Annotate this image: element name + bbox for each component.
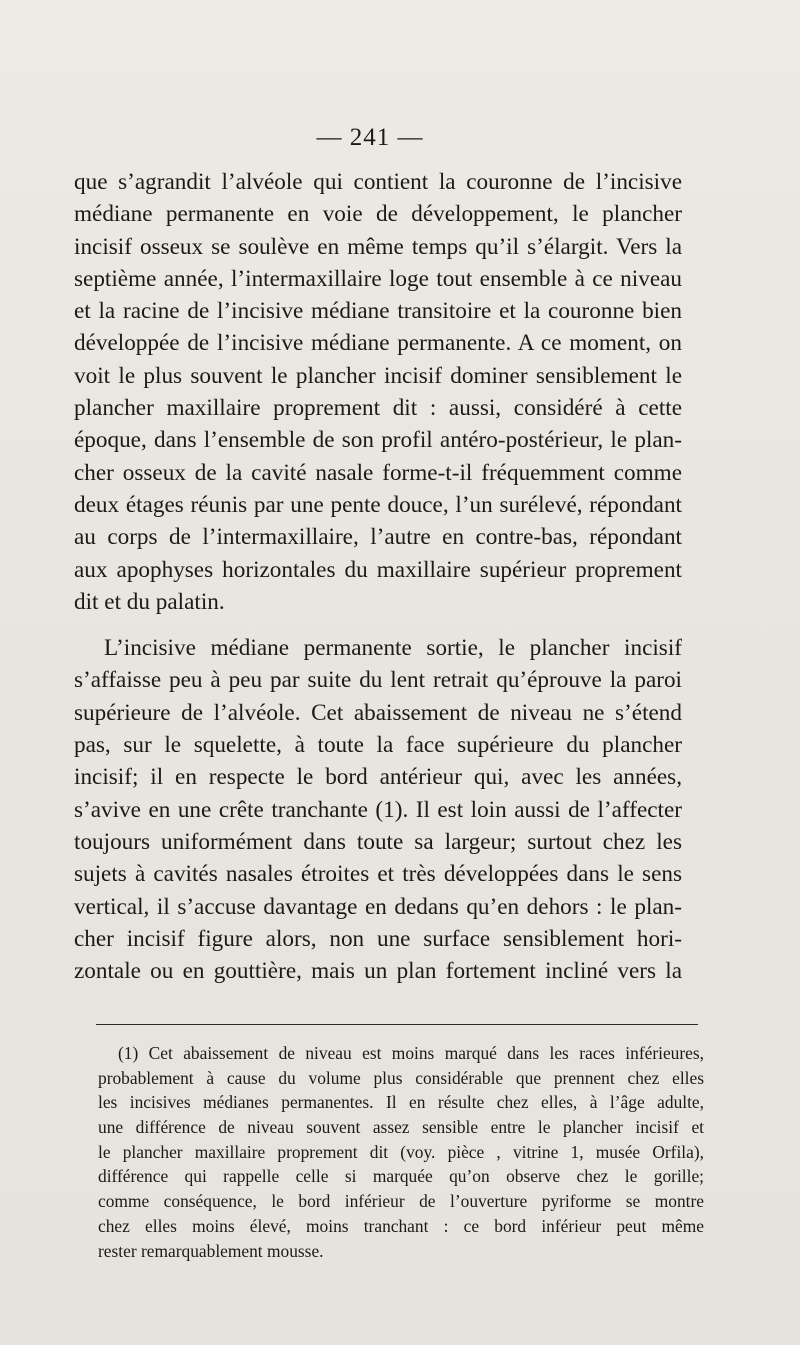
footnote-block (98, 1041, 704, 1263)
text-line: que s’agrandit l’alvéole qui contient la couronne de l’incisive (74, 169, 682, 195)
text-line: L’incisive médiane permanente sortie, le plancher incisif (104, 635, 682, 662)
text-line: dit et du palatin. (74, 588, 225, 615)
text-line: et la racine de l’incisive médiane transitoire et la couronne bien (74, 298, 682, 325)
paragraph-gap (74, 618, 682, 632)
text-line: voit le plus souvent le plancher incisif dominer sensiblement le (74, 362, 682, 389)
text-line: incisif osseux se soulève en même temps qu’il s’élargit. Vers la (74, 233, 682, 260)
footnote-line: le plancher maxillaire proprement dit (voy. pièce , vitrine 1, musée Orfila), (98, 1141, 704, 1162)
text-line: aux apophyses horizontales du maxillaire supérieur proprement (74, 556, 682, 583)
text-line: septième année, l’intermaxillaire loge tout ensemble à ce niveau (74, 265, 682, 292)
text-line: pas, sur le squelette, à toute la face supérieure du plancher (74, 732, 682, 759)
text-line: zontale ou en gouttière, mais un plan fortement incliné vers la (74, 958, 682, 985)
footnote-line: comme conséquence, le bord inférieur de l’ouverture pyriforme se montre (98, 1191, 704, 1212)
footnote-line: rester remarquablement mousse. (98, 1240, 324, 1261)
text-line: deux étages réunis par une pente douce, l’un surélevé, répondant (74, 491, 682, 518)
text-line: s’avive en une crête tranchante (1). Il est loin aussi de l’affecter (74, 796, 682, 823)
footnote-line: les incisives médianes permanentes. Il en résulte chez elles, à l’âge adulte, (98, 1092, 704, 1113)
footnote-line: probablement à cause du volume plus considérable que prennent chez elles (98, 1067, 704, 1088)
text-line: toujours uniformément dans toute sa largeur; surtout chez les (74, 828, 682, 855)
text-line: plancher maxillaire proprement dit : aussi, considéré à cette (74, 395, 682, 422)
footnote-line: différence qui rappelle celle si marquée qu’on observe chez le gorille; (98, 1166, 704, 1187)
main-text (74, 166, 682, 987)
text-line: au corps de l’intermaxillaire, l’autre en contre-bas, répondant (74, 524, 682, 551)
footnote-divider (96, 1024, 698, 1025)
page-number: — 241 — (316, 124, 424, 151)
text-line: développée de l’incisive médiane permanente. A ce moment, on (74, 330, 682, 357)
text-line: sujets à cavités nasales étroites et très développées dans le sens (74, 861, 682, 888)
text-line: incisif; il en respecte le bord antérieur qui, avec les années, (74, 764, 682, 791)
footnote-line: une différence de niveau souvent assez sensible entre le plancher incisif et (98, 1117, 704, 1138)
text-line: époque, dans l’ensemble de son profil antéro-postérieur, le plan- (74, 427, 682, 454)
text-line: vertical, il s’accuse davantage en dedans qu’en dehors : le plan- (74, 893, 682, 920)
footnote-line: (1) Cet abaissement de niveau est moins marqué dans les races inférieures, (118, 1043, 704, 1063)
text-line: cher incisif figure alors, non une surface sensiblement hori- (74, 925, 682, 952)
text-line: supérieure de l’alvéole. Cet abaissement de niveau ne s’étend (74, 699, 682, 726)
text-line: cher osseux de la cavité nasale forme-t-il fréquemment comme (74, 459, 682, 486)
text-line: s’affaisse peu à peu par suite du lent retrait qu’éprouve la paroi (74, 667, 682, 694)
footnote-line: chez elles moins élevé, moins tranchant : ce bord inférieur peut même (98, 1215, 704, 1236)
text-line: médiane permanente en voie de développement, le plancher (74, 201, 682, 228)
